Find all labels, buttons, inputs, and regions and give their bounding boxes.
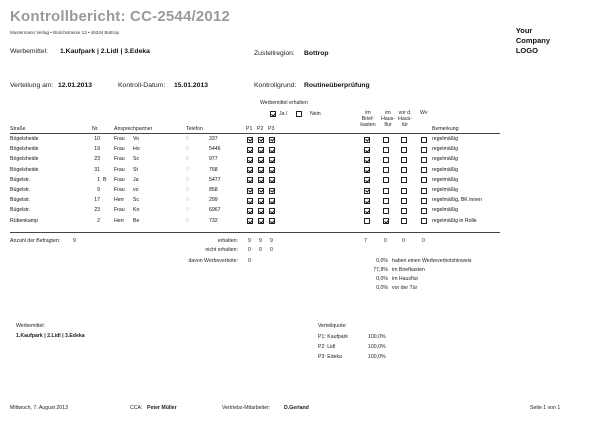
cell-nr: 23 [94, 207, 100, 214]
checkbox-p2[interactable] [258, 167, 264, 173]
col-strasse: Straße [10, 126, 26, 132]
stat-percent: 0,0% [376, 258, 388, 264]
checkbox-wv[interactable] [421, 208, 427, 214]
anzahl-value: 9 [73, 238, 76, 244]
checkbox-haus[interactable] [383, 208, 389, 214]
verteilung-label: Verteilung am: [10, 82, 54, 89]
checkbox-p3[interactable] [269, 208, 275, 214]
cell-anrede: Frau [114, 136, 125, 142]
checkbox-p2[interactable] [258, 198, 264, 204]
checkbox-p3[interactable] [269, 188, 275, 194]
checkbox-tuer[interactable] [401, 157, 407, 163]
checkbox-p2[interactable] [258, 157, 264, 163]
erhalten-p3: 9 [270, 238, 273, 244]
checkbox-p1[interactable] [247, 177, 253, 183]
table-row [0, 217, 600, 226]
kontrollgrund-label: Kontrollgrund: [254, 82, 297, 89]
col-briefkasten-line: Brief- [361, 116, 375, 122]
cell-strasse: Bögelsheide [10, 166, 39, 173]
checkbox-p1[interactable] [247, 208, 253, 214]
checkbox-brief[interactable] [364, 177, 370, 183]
checkbox-haus[interactable] [383, 198, 389, 204]
cell-anrede: Frau [114, 187, 125, 193]
table-row [0, 196, 600, 205]
legend-nein-label: Nein [310, 111, 321, 117]
nicht-erhalten-label: nicht erhalten: [205, 247, 238, 253]
checkbox-wv[interactable] [421, 157, 427, 163]
company-logo [516, 26, 550, 56]
checkbox-tuer[interactable] [401, 188, 407, 194]
cell-telefon-redacted: 0 [186, 197, 189, 204]
checkbox-brief[interactable] [364, 157, 370, 163]
col-ansprechpartner: Ansprechpartner [114, 126, 153, 132]
col-p3: P3 [268, 126, 275, 132]
checkbox-haus[interactable] [383, 188, 389, 194]
cell-name: St [133, 166, 138, 173]
cell-strasse: Bögelsheide [10, 156, 39, 163]
logo-line: Your [515, 26, 533, 35]
checkbox-wv[interactable] [421, 177, 427, 183]
col-p1: P1 [246, 126, 253, 132]
cell-anrede: Frau [114, 156, 125, 163]
cell-anrede: Herr [114, 197, 125, 204]
checkbox-wv[interactable] [421, 147, 427, 153]
table-row [0, 155, 600, 164]
erhalten-p1: 9 [248, 238, 251, 244]
checkbox-wv[interactable] [421, 188, 427, 194]
checkbox-haus[interactable] [383, 167, 389, 173]
cell-bemerkung: regelmäßig [432, 207, 458, 214]
cell-telefon-redacted: 0 [186, 217, 189, 224]
stat-percent: 0,0% [376, 276, 388, 282]
checkbox-haus[interactable] [383, 157, 389, 163]
bottom-werbemittel-label: Werbemittel: [16, 323, 46, 329]
checkbox-p2[interactable] [258, 208, 264, 214]
cell-telefon-redacted: 0 [186, 187, 189, 193]
cell-name: Vo [133, 136, 140, 142]
cell-anrede: Frau [114, 207, 125, 214]
nicht-erhalten-p3: 0 [270, 247, 273, 253]
cell-nr: 2 [97, 217, 100, 224]
cell-name: Ja [133, 176, 139, 183]
count-briefkasten: 7 [364, 238, 367, 244]
cell-name: Ho [133, 146, 140, 153]
legend-nein-checkbox [296, 111, 302, 117]
checkbox-wv[interactable] [421, 137, 427, 143]
logo-line: LOGO [515, 46, 538, 55]
cell-telefon: 732 [209, 217, 218, 224]
zustellregion-value: Bottrop [304, 50, 329, 57]
cell-nr: 9 [97, 187, 100, 193]
col-hausflur [380, 110, 396, 128]
cell-telefon: 337 [209, 136, 218, 142]
col-briefkasten-line: kasten [360, 122, 376, 128]
vertrieb-label: Vertriebs-Mitarbeiter: [222, 405, 271, 411]
checkbox-p3[interactable] [269, 218, 275, 224]
checkbox-haus[interactable] [383, 147, 389, 153]
cell-bemerkung: regelmäßig [432, 187, 458, 193]
stat-text: haben einen Werbeverbotshinweis [392, 258, 472, 264]
cell-name: Be [133, 217, 140, 224]
checkbox-brief[interactable] [364, 198, 370, 204]
table-row [0, 135, 600, 144]
werbeverbote-value: 0 [248, 258, 251, 264]
cell-telefon: 858 [209, 187, 218, 193]
checkbox-brief[interactable] [364, 218, 370, 224]
cell-telefon-redacted: 0 [186, 176, 189, 183]
col-wv: Wv [420, 110, 428, 116]
checkbox-tuer[interactable] [401, 208, 407, 214]
table-row [0, 166, 600, 175]
checkbox-tuer[interactable] [401, 137, 407, 143]
checkbox-haus[interactable] [383, 218, 389, 224]
bottom-werbemittel-value: 1.Kaufpark | 2.Lidl | 3.Edeka [16, 333, 85, 339]
cell-name: Sc [133, 197, 140, 204]
cell-strasse: Bügelstr. [10, 187, 31, 193]
cell-nr: 10 [94, 136, 100, 142]
footer-date: Mittwoch, 7. August 2013 [10, 405, 68, 411]
cell-strasse: Bögelsheide [10, 136, 39, 142]
col-telefon: Telefon [186, 126, 203, 132]
checkbox-p1[interactable] [247, 167, 253, 173]
publisher-address: Mustermann Verlag • Bürichstrasse 13 • 46244 Bottrop [10, 30, 119, 35]
col-briefkasten-line: im [365, 110, 371, 116]
count-vor-tuer: 0 [402, 238, 405, 244]
cell-strasse: Bügelstr. [10, 176, 31, 183]
checkbox-tuer[interactable] [401, 218, 407, 224]
legend-ja-checkbox [270, 111, 276, 117]
checkbox-tuer[interactable] [401, 198, 407, 204]
col-vor-tuer-line: Haus- [398, 116, 412, 122]
cell-name: vo [133, 187, 139, 193]
checkbox-tuer[interactable] [401, 177, 407, 183]
cell-telefon: 299 [209, 197, 218, 204]
count-wv: 0 [422, 238, 425, 244]
checkbox-brief[interactable] [364, 208, 370, 214]
logo-line: Company [515, 36, 550, 45]
quote-label: P3: Edeka [318, 354, 342, 360]
checkbox-haus[interactable] [383, 137, 389, 143]
checkbox-tuer[interactable] [401, 147, 407, 153]
stat-text: im Briefkasten [392, 267, 425, 273]
cell-nr: 31 [94, 166, 100, 173]
table-row [0, 206, 600, 215]
cell-strasse: Bögelsheide [10, 146, 39, 153]
table-row [0, 186, 600, 195]
cell-anrede: Frau [114, 146, 125, 153]
stat-percent: 77,8% [373, 267, 388, 273]
cell-telefon: 6967 [209, 207, 221, 214]
nicht-erhalten-p1: 0 [248, 247, 251, 253]
checkbox-brief[interactable] [364, 137, 370, 143]
cell-bemerkung: regelmäßig [432, 146, 458, 153]
checkbox-brief[interactable] [364, 147, 370, 153]
erhalten-label: erhalten: [217, 238, 238, 244]
cell-anrede: Herr [114, 217, 125, 224]
checkbox-p1[interactable] [247, 147, 253, 153]
col-p2: P2 [257, 126, 264, 132]
checkbox-p1[interactable] [247, 157, 253, 163]
table-row [0, 176, 600, 185]
quote-value: 100,0% [368, 334, 386, 340]
checkbox-p2[interactable] [258, 177, 264, 183]
cell-strasse: Bügelstr. [10, 197, 31, 204]
cell-bemerkung: regelmäßig [432, 136, 458, 142]
cell-bemerkung: regelmäßig in Rolle [432, 217, 477, 224]
werbemittel-label: Werbemittel: [10, 48, 49, 55]
stat-text: im Hausflur [392, 276, 419, 282]
cell-telefon-redacted: 0 [186, 146, 189, 153]
checkbox-wv[interactable] [421, 198, 427, 204]
checkbox-p2[interactable] [258, 137, 264, 143]
col-bemerkung: Bemerkung [432, 126, 459, 132]
col-nr: Nr. [92, 126, 99, 132]
col-hausflur-line: im [385, 110, 391, 116]
count-hausflur: 0 [384, 238, 387, 244]
vertrieb-value: D.Gerland [284, 405, 309, 411]
cell-telefon-redacted: 0 [186, 156, 189, 163]
quote-value: 100,0% [368, 344, 386, 350]
zustellregion-label: Zustellregion: [254, 50, 295, 57]
cell-anrede: Frau [114, 166, 125, 173]
cell-nr: 19 [94, 146, 100, 153]
cell-bemerkung: regelmäßig [432, 156, 458, 163]
cell-strasse: Bügelstr. [10, 207, 31, 214]
erhalten-p2: 9 [259, 238, 262, 244]
checkbox-haus[interactable] [383, 177, 389, 183]
checkbox-p2[interactable] [258, 218, 264, 224]
cell-telefon-redacted: 0 [186, 207, 189, 214]
cell-telefon: 5446 [209, 146, 221, 153]
col-vor-tuer [395, 110, 415, 128]
table-row [0, 145, 600, 154]
col-vor-tuer-line: vor d. [398, 110, 412, 116]
kontrolldatum-label: Kontroll-Datum: [118, 82, 166, 89]
col-hausflur-line: flur [384, 122, 392, 128]
checkbox-brief[interactable] [364, 167, 370, 173]
page-number: Seite 1 von 1 [530, 405, 561, 411]
checkbox-brief[interactable] [364, 188, 370, 194]
table-bottom-divider [10, 232, 500, 233]
cell-telefon-redacted: 0 [186, 166, 189, 173]
cell-bemerkung: regelmäßig [432, 176, 458, 183]
checkbox-p3[interactable] [269, 167, 275, 173]
checkbox-p3[interactable] [269, 147, 275, 153]
col-briefkasten [360, 110, 376, 128]
cell-zusatz: B [103, 176, 107, 183]
legend-ja-label: Ja / [279, 111, 288, 117]
cell-nr: 23 [94, 156, 100, 163]
cell-nr: 17 [94, 197, 100, 204]
checkbox-p1[interactable] [247, 137, 253, 143]
report-title: Kontrollbericht: CC-2544/2012 [10, 8, 231, 25]
cell-anrede: Frau [114, 176, 125, 183]
checkbox-p1[interactable] [247, 198, 253, 204]
werbeverbote-label: davon Werbeverbote: [188, 258, 238, 264]
nicht-erhalten-p2: 0 [259, 247, 262, 253]
cell-name: Ko [133, 207, 140, 214]
checkbox-p3[interactable] [269, 137, 275, 143]
werbemittel-value: 1.Kaufpark | 2.Lidl | 3.Edeka [60, 48, 150, 55]
verteilquote-label: Verteilquote: [318, 323, 347, 329]
cell-bemerkung: regelmäßig [432, 166, 458, 173]
checkbox-p3[interactable] [269, 177, 275, 183]
header-divider [10, 133, 500, 134]
checkbox-p3[interactable] [269, 198, 275, 204]
kontrollgrund-value: Routineüberprüfung [304, 82, 370, 89]
cell-bemerkung: regelmäßig, BK innen [432, 197, 482, 204]
checkbox-p2[interactable] [258, 147, 264, 153]
cca-value: Peter Müller [147, 405, 177, 411]
cell-telefon: 768 [209, 166, 218, 173]
legend-title: Werbemittel erhalten [260, 100, 308, 106]
verteilung-value: 12.01.2013 [58, 82, 93, 89]
checkbox-wv[interactable] [421, 218, 427, 224]
col-hausflur-line: Haus- [381, 116, 395, 122]
checkbox-p1[interactable] [247, 218, 253, 224]
checkbox-p3[interactable] [269, 157, 275, 163]
cell-telefon-redacted: 0 [186, 136, 189, 142]
quote-label: P2: Lidl [318, 344, 336, 350]
checkbox-p1[interactable] [247, 188, 253, 194]
stat-percent: 0,0% [376, 285, 388, 291]
checkbox-p2[interactable] [258, 188, 264, 194]
anzahl-label: Anzahl der Befragten: [10, 238, 61, 244]
checkbox-wv[interactable] [421, 167, 427, 173]
checkbox-tuer[interactable] [401, 167, 407, 173]
quote-label: P1: Kaufpark [318, 334, 348, 340]
cell-name: Sc [133, 156, 140, 163]
cca-label: CCA: [130, 405, 143, 411]
cell-telefon: 5477 [209, 176, 221, 183]
quote-value: 100,0% [368, 354, 386, 360]
col-vor-tuer-line: tür [401, 122, 409, 128]
cell-telefon: 977 [209, 156, 218, 163]
stat-text: vor der Tür [392, 285, 418, 291]
cell-strasse: Rübenkamp [10, 217, 38, 224]
cell-nr: 1 [97, 176, 100, 183]
kontrolldatum-value: 15.01.2013 [174, 82, 209, 89]
